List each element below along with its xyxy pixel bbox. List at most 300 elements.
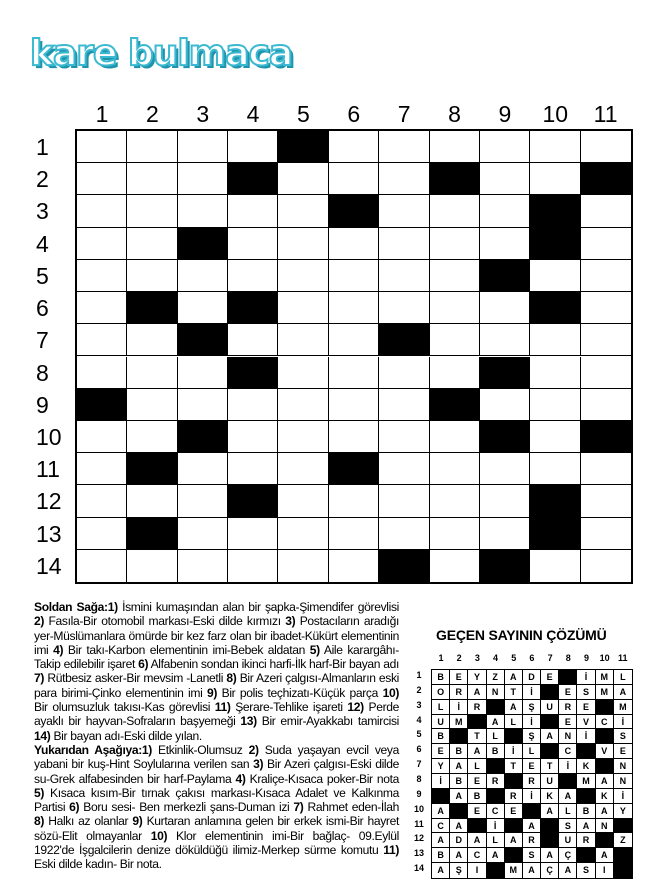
grid-cell[interactable] <box>278 485 328 517</box>
grid-cell[interactable] <box>228 228 278 260</box>
grid-cell[interactable] <box>329 389 379 421</box>
row-number: 12 <box>36 488 62 515</box>
solution-cell: A <box>614 685 632 700</box>
solution-cell: Ç <box>541 863 559 878</box>
solution-cell: N <box>559 729 577 744</box>
clue-text: Bir bayan adı-Eski dilde yılan. <box>53 728 202 743</box>
grid-cell[interactable] <box>530 421 580 453</box>
solution-cell: R <box>559 700 577 715</box>
grid-cell[interactable] <box>480 485 530 517</box>
grid-cell[interactable] <box>379 131 429 163</box>
solution-cell: Y <box>468 670 486 685</box>
grid-cell[interactable] <box>379 357 429 389</box>
solution-row-number: 2 <box>416 684 422 695</box>
grid-cell[interactable] <box>430 292 480 324</box>
solution-cell: A <box>577 819 595 834</box>
solution-cell: T <box>541 759 559 774</box>
black-cell <box>581 163 631 195</box>
grid-cell[interactable] <box>329 357 379 389</box>
clue-text: Fasıla-Bir otomobil markası-Eski dilde kırmızı <box>48 614 281 629</box>
column-number: 8 <box>448 101 461 127</box>
black-cell <box>329 195 379 227</box>
solution-cell: D <box>450 833 468 848</box>
solution-cell: A <box>432 863 450 878</box>
grid-cell[interactable] <box>77 163 127 195</box>
solution-cell: D <box>523 670 541 685</box>
grid-cell[interactable] <box>581 485 631 517</box>
solution-black-cell <box>541 744 559 759</box>
black-cell <box>228 357 278 389</box>
grid-cell[interactable] <box>278 195 328 227</box>
solution-black-cell <box>559 774 577 789</box>
solution-cell: İ <box>614 789 632 804</box>
grid-cell[interactable] <box>278 453 328 485</box>
grid-cell[interactable] <box>530 389 580 421</box>
solution-cell: L <box>559 804 577 819</box>
grid-cell[interactable] <box>228 518 278 550</box>
grid-cell[interactable] <box>581 260 631 292</box>
grid-cell[interactable] <box>228 324 278 356</box>
solution-row-number: 6 <box>416 744 422 755</box>
grid-cell[interactable] <box>127 324 177 356</box>
clue-text: Rahmet eden-İlah <box>307 800 399 815</box>
solution-black-cell <box>614 819 632 834</box>
solution-cell: E <box>541 670 559 685</box>
grid-cell[interactable] <box>530 260 580 292</box>
grid-cell[interactable] <box>278 389 328 421</box>
grid-cell[interactable] <box>127 195 177 227</box>
solution-cell: C <box>596 715 614 730</box>
grid-cell[interactable] <box>127 485 177 517</box>
grid-cell[interactable] <box>127 228 177 260</box>
solution-black-cell <box>450 729 468 744</box>
clue-text: Halkı az olanlar <box>48 814 129 829</box>
solution-cell: A <box>523 819 541 834</box>
solution-column-number: 9 <box>583 653 589 663</box>
solution-cell: E <box>559 685 577 700</box>
clue-number: 5) <box>34 785 45 800</box>
solution-row-number: 10 <box>413 803 424 814</box>
clue-number: 12) <box>347 700 364 715</box>
grid-cell[interactable] <box>581 357 631 389</box>
solution-cell: Ç <box>559 848 577 863</box>
grid-cell[interactable] <box>278 163 328 195</box>
grid-cell[interactable] <box>581 518 631 550</box>
clue-number: 3) <box>253 757 264 772</box>
solution-cell: T <box>505 685 523 700</box>
grid-cell[interactable] <box>178 260 228 292</box>
grid-cell[interactable] <box>480 292 530 324</box>
grid-cell[interactable] <box>228 421 278 453</box>
grid-cell[interactable] <box>178 292 228 324</box>
grid-cell[interactable] <box>77 550 127 582</box>
grid-cell[interactable] <box>178 131 228 163</box>
solution-column-number: 11 <box>618 653 628 663</box>
grid-cell[interactable] <box>581 195 631 227</box>
clue-number: 1) <box>107 600 118 614</box>
solution-black-cell <box>577 789 595 804</box>
solution-cell: U <box>432 715 450 730</box>
down-clues <box>34 743 399 872</box>
grid-cell[interactable] <box>278 550 328 582</box>
grid-cell[interactable] <box>480 389 530 421</box>
solution-cell: E <box>523 759 541 774</box>
grid-cell[interactable] <box>228 453 278 485</box>
grid-cell[interactable] <box>228 195 278 227</box>
solution-cell: Z <box>487 670 505 685</box>
solution-cell: A <box>450 789 468 804</box>
grid-cell[interactable] <box>278 518 328 550</box>
solution-cell: A <box>505 670 523 685</box>
across-clues <box>34 600 399 743</box>
solution-title: GEÇEN SAYININ ÇÖZÜMÜ <box>436 627 607 643</box>
clue-text: Bir Azeri çalgısı-Almanların eski para birimi-Çinko elementinin imi <box>34 671 399 700</box>
grid-cell[interactable] <box>77 195 127 227</box>
grid-cell[interactable] <box>480 518 530 550</box>
clue-number: 6) <box>69 800 80 815</box>
grid-cell[interactable] <box>530 453 580 485</box>
solution-black-cell <box>487 789 505 804</box>
solution-cell: Ş <box>523 729 541 744</box>
grid-cell[interactable] <box>480 228 530 260</box>
solution-cell: İ <box>577 729 595 744</box>
grid-cell[interactable] <box>581 324 631 356</box>
solution-cell: A <box>468 685 486 700</box>
grid-cell[interactable] <box>228 389 278 421</box>
grid-cell[interactable] <box>228 260 278 292</box>
clue-number: 7) <box>34 671 45 686</box>
solution-black-cell <box>596 729 614 744</box>
grid-cell[interactable] <box>77 357 127 389</box>
grid-cell[interactable] <box>530 357 580 389</box>
solution-cell: L <box>505 715 523 730</box>
solution-cell: L <box>432 700 450 715</box>
grid-cell[interactable] <box>178 357 228 389</box>
grid-cell[interactable] <box>430 453 480 485</box>
solution-cell: R <box>577 833 595 848</box>
grid-cell[interactable] <box>77 292 127 324</box>
grid-cell[interactable] <box>77 131 127 163</box>
solution-column-number: 4 <box>493 653 499 663</box>
grid-cell[interactable] <box>77 453 127 485</box>
solution-cell: K <box>577 759 595 774</box>
grid-cell[interactable] <box>430 357 480 389</box>
grid-cell[interactable] <box>379 389 429 421</box>
solution-column-number: 6 <box>529 653 535 663</box>
clue-number: 2) <box>248 742 259 757</box>
grid-cell[interactable] <box>127 550 177 582</box>
grid-cell[interactable] <box>127 131 177 163</box>
grid-cell[interactable] <box>77 485 127 517</box>
row-number: 14 <box>36 552 62 579</box>
solution-cell: M <box>577 774 595 789</box>
solution-cell: U <box>541 700 559 715</box>
grid-cell[interactable] <box>430 518 480 550</box>
solution-cell: N <box>596 819 614 834</box>
black-cell <box>379 550 429 582</box>
solution-cell: Ş <box>523 700 541 715</box>
solution-cell: İ <box>523 685 541 700</box>
grid-cell[interactable] <box>530 131 580 163</box>
solution-cell: R <box>505 789 523 804</box>
solution-cell: A <box>559 863 577 878</box>
grid-cell[interactable] <box>379 292 429 324</box>
grid-cell[interactable] <box>329 421 379 453</box>
solution-cell: A <box>450 759 468 774</box>
solution-cell: Z <box>614 833 632 848</box>
solution-cell: R <box>523 774 541 789</box>
grid-cell[interactable] <box>178 163 228 195</box>
black-cell <box>379 324 429 356</box>
grid-cell[interactable] <box>278 324 328 356</box>
black-cell <box>480 421 530 453</box>
grid-cell[interactable] <box>77 260 127 292</box>
grid-cell[interactable] <box>278 260 328 292</box>
solution-cell: E <box>614 744 632 759</box>
solution-black-cell <box>487 700 505 715</box>
solution-black-cell <box>505 774 523 789</box>
solution-cell: U <box>559 833 577 848</box>
column-number: 4 <box>246 101 260 127</box>
black-cell <box>178 228 228 260</box>
solution-cell: İ <box>505 744 523 759</box>
grid-cell[interactable] <box>430 485 480 517</box>
solution-cell: I <box>468 863 486 878</box>
clue-number: 13) <box>240 714 257 729</box>
solution-cell: R <box>487 774 505 789</box>
grid-cell[interactable] <box>379 163 429 195</box>
black-cell <box>430 389 480 421</box>
grid-cell[interactable] <box>178 389 228 421</box>
grid-cell[interactable] <box>127 357 177 389</box>
grid-cell[interactable] <box>178 485 228 517</box>
clue-number: 3) <box>285 614 296 629</box>
solution-cell: L <box>523 744 541 759</box>
solution-cell: Ş <box>450 863 468 878</box>
clue-number: 4) <box>235 771 246 786</box>
grid-cell[interactable] <box>379 485 429 517</box>
grid-cell[interactable] <box>379 260 429 292</box>
grid-cell[interactable] <box>530 163 580 195</box>
solution-cell: A <box>487 848 505 863</box>
solution-cell: A <box>468 833 486 848</box>
solution-black-cell <box>450 804 468 819</box>
grid-cell[interactable] <box>480 324 530 356</box>
grid-cell[interactable] <box>329 260 379 292</box>
grid-cell[interactable] <box>278 228 328 260</box>
grid-cell[interactable] <box>530 324 580 356</box>
grid-cell[interactable] <box>278 292 328 324</box>
clue-text: İsmini kumaşından alan bir şapka-Şimendifer görevlisi <box>122 600 400 614</box>
clue-text: Kısaca kısım-Bir tırnak çakısı markası-Kısaca Adalet ve Kalkınma Partisi <box>34 785 400 815</box>
solution-cell: N <box>487 685 505 700</box>
solution-cell: E <box>577 700 595 715</box>
solution-column-number: 5 <box>511 653 517 663</box>
black-cell <box>178 324 228 356</box>
black-cell <box>127 453 177 485</box>
grid-cell[interactable] <box>530 550 580 582</box>
row-number: 13 <box>36 520 62 547</box>
grid-cell[interactable] <box>127 260 177 292</box>
solution-cell: A <box>505 833 523 848</box>
solution-cell: B <box>432 670 450 685</box>
grid-cell[interactable] <box>581 292 631 324</box>
solution-cell: C <box>487 804 505 819</box>
clue-text: Boru sesi- Ben merkezli şans-Duman izi <box>83 800 290 815</box>
grid-cell[interactable] <box>480 131 530 163</box>
column-number: 10 <box>542 101 569 127</box>
solution-cell: R <box>450 685 468 700</box>
grid-cell[interactable] <box>430 550 480 582</box>
solution-black-cell <box>487 863 505 878</box>
solution-black-cell <box>596 833 614 848</box>
grid-cell[interactable] <box>430 260 480 292</box>
grid-cell[interactable] <box>480 453 530 485</box>
grid-cell[interactable] <box>278 421 328 453</box>
black-cell <box>530 518 580 550</box>
grid-cell[interactable] <box>581 228 631 260</box>
solution-cell: İ <box>523 715 541 730</box>
solution-row-number: 13 <box>413 848 424 859</box>
solution-black-cell <box>614 863 632 878</box>
grid-cell[interactable] <box>480 163 530 195</box>
column-number: 2 <box>145 101 159 127</box>
grid-cell[interactable] <box>329 131 379 163</box>
grid-cell[interactable] <box>329 550 379 582</box>
solution-cell: S <box>577 863 595 878</box>
grid-cell[interactable] <box>329 485 379 517</box>
column-number: 6 <box>347 101 361 127</box>
grid-cell[interactable] <box>581 131 631 163</box>
grid-cell[interactable] <box>77 421 127 453</box>
column-number: 1 <box>95 101 109 127</box>
clue-number: 5) <box>309 642 320 657</box>
grid-cell[interactable] <box>329 518 379 550</box>
grid-cell[interactable] <box>228 550 278 582</box>
grid-cell[interactable] <box>581 550 631 582</box>
solution-cell: U <box>541 774 559 789</box>
grid-cell[interactable] <box>127 163 177 195</box>
grid-cell[interactable] <box>430 131 480 163</box>
solution-black-cell <box>541 685 559 700</box>
grid-cell[interactable] <box>581 389 631 421</box>
solution-cell: M <box>596 685 614 700</box>
solution-cell: E <box>468 774 486 789</box>
grid-cell[interactable] <box>77 324 127 356</box>
grid-cell[interactable] <box>178 195 228 227</box>
clue-text: Bir takı-Karbon elementinin imi-Bebek aldatan <box>67 642 306 657</box>
grid-cell[interactable] <box>77 518 127 550</box>
solution-cell: Y <box>614 804 632 819</box>
across-heading: Soldan Sağa: <box>34 600 108 614</box>
clue-text: Klor elementinin imi-Bir bağlaç- 09.Eylül 1922'de İşgalcilerin denize döküldüğü ilimiz-Merkep sürme komutu <box>34 828 399 858</box>
grid-cell[interactable] <box>178 518 228 550</box>
solution-cell: İ <box>432 774 450 789</box>
grid-cell[interactable] <box>430 195 480 227</box>
clue-number: 7) <box>293 800 304 815</box>
solution-cell: A <box>596 804 614 819</box>
black-cell <box>228 163 278 195</box>
grid-cell[interactable] <box>379 453 429 485</box>
grid-cell[interactable] <box>329 163 379 195</box>
grid-cell[interactable] <box>430 421 480 453</box>
solution-cell: V <box>577 715 595 730</box>
solution-cell: Y <box>432 759 450 774</box>
solution-cell: S <box>614 729 632 744</box>
column-number: 7 <box>397 101 411 127</box>
solution-cell: V <box>596 744 614 759</box>
clue-text: Suda yaşayan evcil veya yabani bir kuş-Hint Soylularına verilen san <box>34 742 399 772</box>
grid-cell[interactable] <box>430 324 480 356</box>
clue-number: 9) <box>207 685 218 700</box>
solution-cell: İ <box>450 700 468 715</box>
column-number: 9 <box>498 101 512 127</box>
row-number: 7 <box>36 327 49 354</box>
solution-black-cell <box>505 729 523 744</box>
grid-cell[interactable] <box>379 518 429 550</box>
black-cell <box>430 163 480 195</box>
clue-number: 10) <box>382 685 399 700</box>
grid-cell[interactable] <box>430 228 480 260</box>
row-number: 11 <box>36 456 60 483</box>
solution-black-cell <box>432 789 450 804</box>
solution-row-number: 8 <box>416 774 422 784</box>
clues-panel <box>34 600 399 872</box>
grid-cell[interactable] <box>480 195 530 227</box>
clue-text: Perde ayaklı bir hayvan-Sofraların başyemeği <box>34 700 400 729</box>
solution-black-cell <box>541 833 559 848</box>
solution-cell: B <box>450 744 468 759</box>
grid-cell[interactable] <box>329 292 379 324</box>
grid-cell[interactable] <box>77 228 127 260</box>
grid-cell[interactable] <box>379 228 429 260</box>
clue-text: Etkinlik-Olumsuz <box>158 742 243 757</box>
black-cell <box>127 518 177 550</box>
solution-cell: A <box>468 744 486 759</box>
grid-cell[interactable] <box>278 357 328 389</box>
grid-cell[interactable] <box>379 195 429 227</box>
solution-cell: C <box>468 848 486 863</box>
grid-cell[interactable] <box>127 389 177 421</box>
grid-cell[interactable] <box>178 453 228 485</box>
column-number: 5 <box>297 101 310 127</box>
solution-column-number: 3 <box>474 653 480 663</box>
solution-column-number: 1 <box>438 653 444 663</box>
solution-row-number: 9 <box>416 788 422 799</box>
solution-black-cell <box>523 804 541 819</box>
solution-row-number: 11 <box>414 818 424 829</box>
solution-cell: A <box>541 729 559 744</box>
solution-cell: B <box>487 744 505 759</box>
grid-cell[interactable] <box>329 324 379 356</box>
grid-cell[interactable] <box>329 228 379 260</box>
down-heading: Yukarıdan Aşağıya: <box>34 742 142 757</box>
solution-cell: E <box>468 804 486 819</box>
grid-cell[interactable] <box>178 550 228 582</box>
solution-cell: E <box>450 670 468 685</box>
solution-cell: S <box>523 848 541 863</box>
solution-black-cell <box>614 848 632 863</box>
clue-number: 10) <box>150 828 168 843</box>
grid-cell[interactable] <box>379 421 429 453</box>
grid-cell[interactable] <box>127 421 177 453</box>
grid-cell[interactable] <box>228 131 278 163</box>
clue-text: Bir olumsuzluk takısı-Kas görevlisi <box>34 700 211 715</box>
solution-cell: B <box>432 729 450 744</box>
solution-black-cell <box>596 700 614 715</box>
grid-cell[interactable] <box>581 453 631 485</box>
solution-cell: A <box>505 700 523 715</box>
